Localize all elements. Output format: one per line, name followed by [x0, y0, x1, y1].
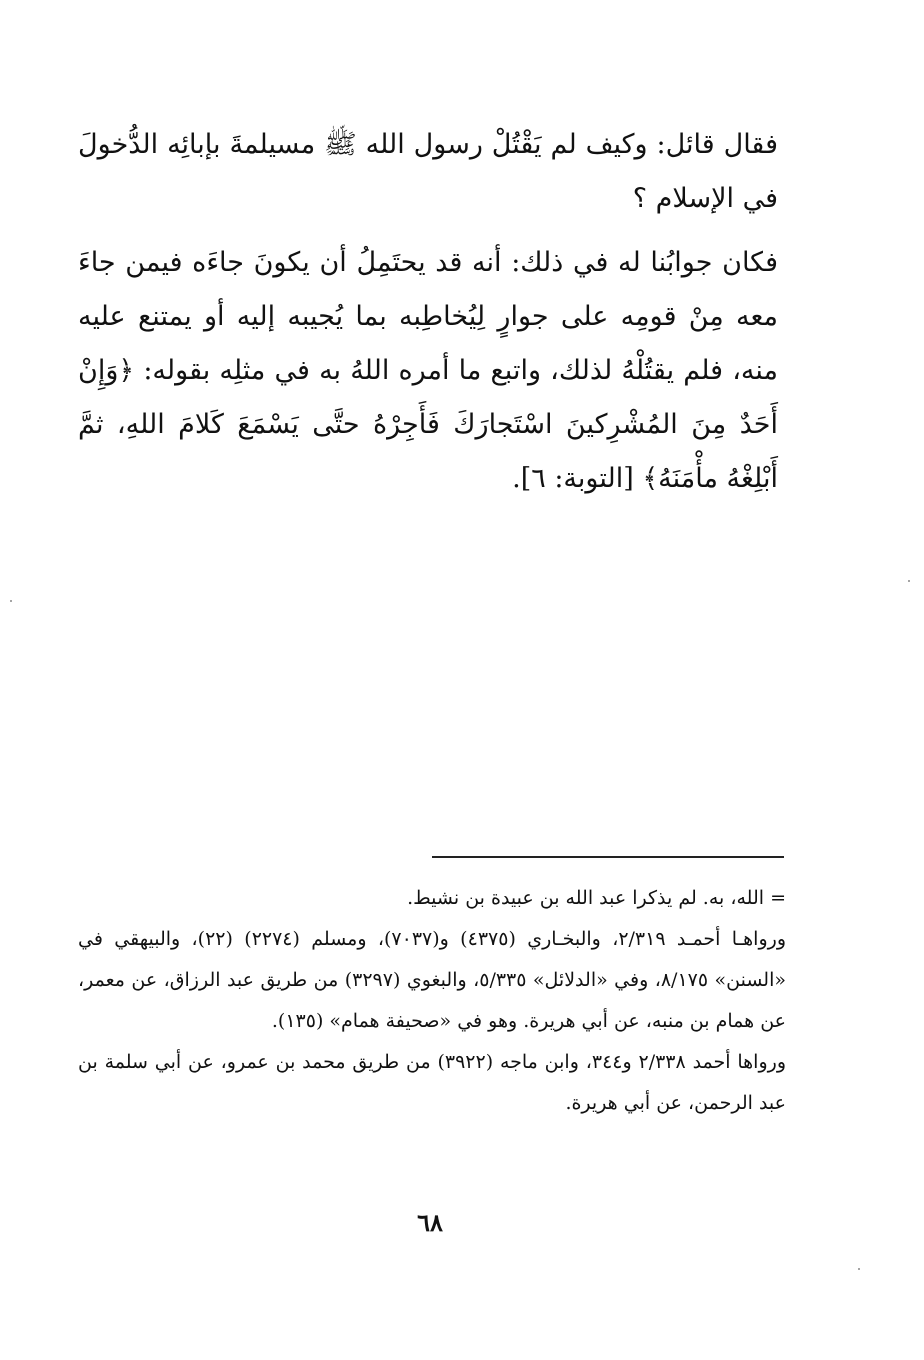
scan-speck	[10, 600, 12, 602]
scan-speck	[908, 580, 910, 582]
page-number: ٦٨	[417, 1208, 443, 1237]
paragraph-answer: فكان جوابُنا له في ذلك: أنه قد يحتَمِلُ أن يكونَ جاءَه فيمن جاءَ معه مِنْ قومِه على جوارٍ لِيُخاطِبه بما يُجيبه إليه أو يمتنع عليه منه، فلم يقتُلْهُ لذلك، واتبع ما أمره اللهُ به في مثلِه بقوله: ﴿وَإِنْ أَحَدٌ مِنَ المُشْرِكينَ اسْتَجارَكَ فَأَجِرْهُ حتَّى يَسْمَعَ كَلامَ اللهِ، ثمَّ أَبْلِغْهُ مأْمَنَهُ﴾ [التوبة: ٦].	[78, 247, 778, 494]
footnotes	[78, 878, 786, 1124]
paragraph-question: فقال قائل: وكيف لم يَقْتُلْ رسول الله ﷺ مسيلمةَ بإبائِه الدُّخولَ في الإسلام ؟	[78, 129, 778, 214]
scan-speck	[858, 1268, 860, 1270]
footnote-separator	[432, 856, 784, 858]
main-text	[78, 118, 778, 506]
footnote-block: ورواهـا أحمـد ٢/٣١٩، والبخـاري (٤٣٧٥) و(٧٠٣٧)، ومسلم (٢٢٧٤) (٢٢)، والبيهقي في «السنن» ٨/١٧٥، وفي «الدلائل» ٥/٣٣٥، والبغوي (٣٢٩٧) من طريق عبد الرزاق، عن معمر، عن همام بن منبه، عن أبي هريرة. وهو في «صحيفة همام» (١٣٥).	[78, 928, 786, 1032]
footnote-block: ورواها أحمد ٢/٣٣٨ و٣٤٤، وابن ماجه (٣٩٢٢) من طريق محمد بن عمرو، عن أبي سلمة بن عبد الرحمن، عن أبي هريرة.	[78, 1051, 786, 1114]
footnote-continuation: = الله، به. لم يذكرا عبد الله بن عبيدة بن نشيط.	[407, 887, 786, 909]
